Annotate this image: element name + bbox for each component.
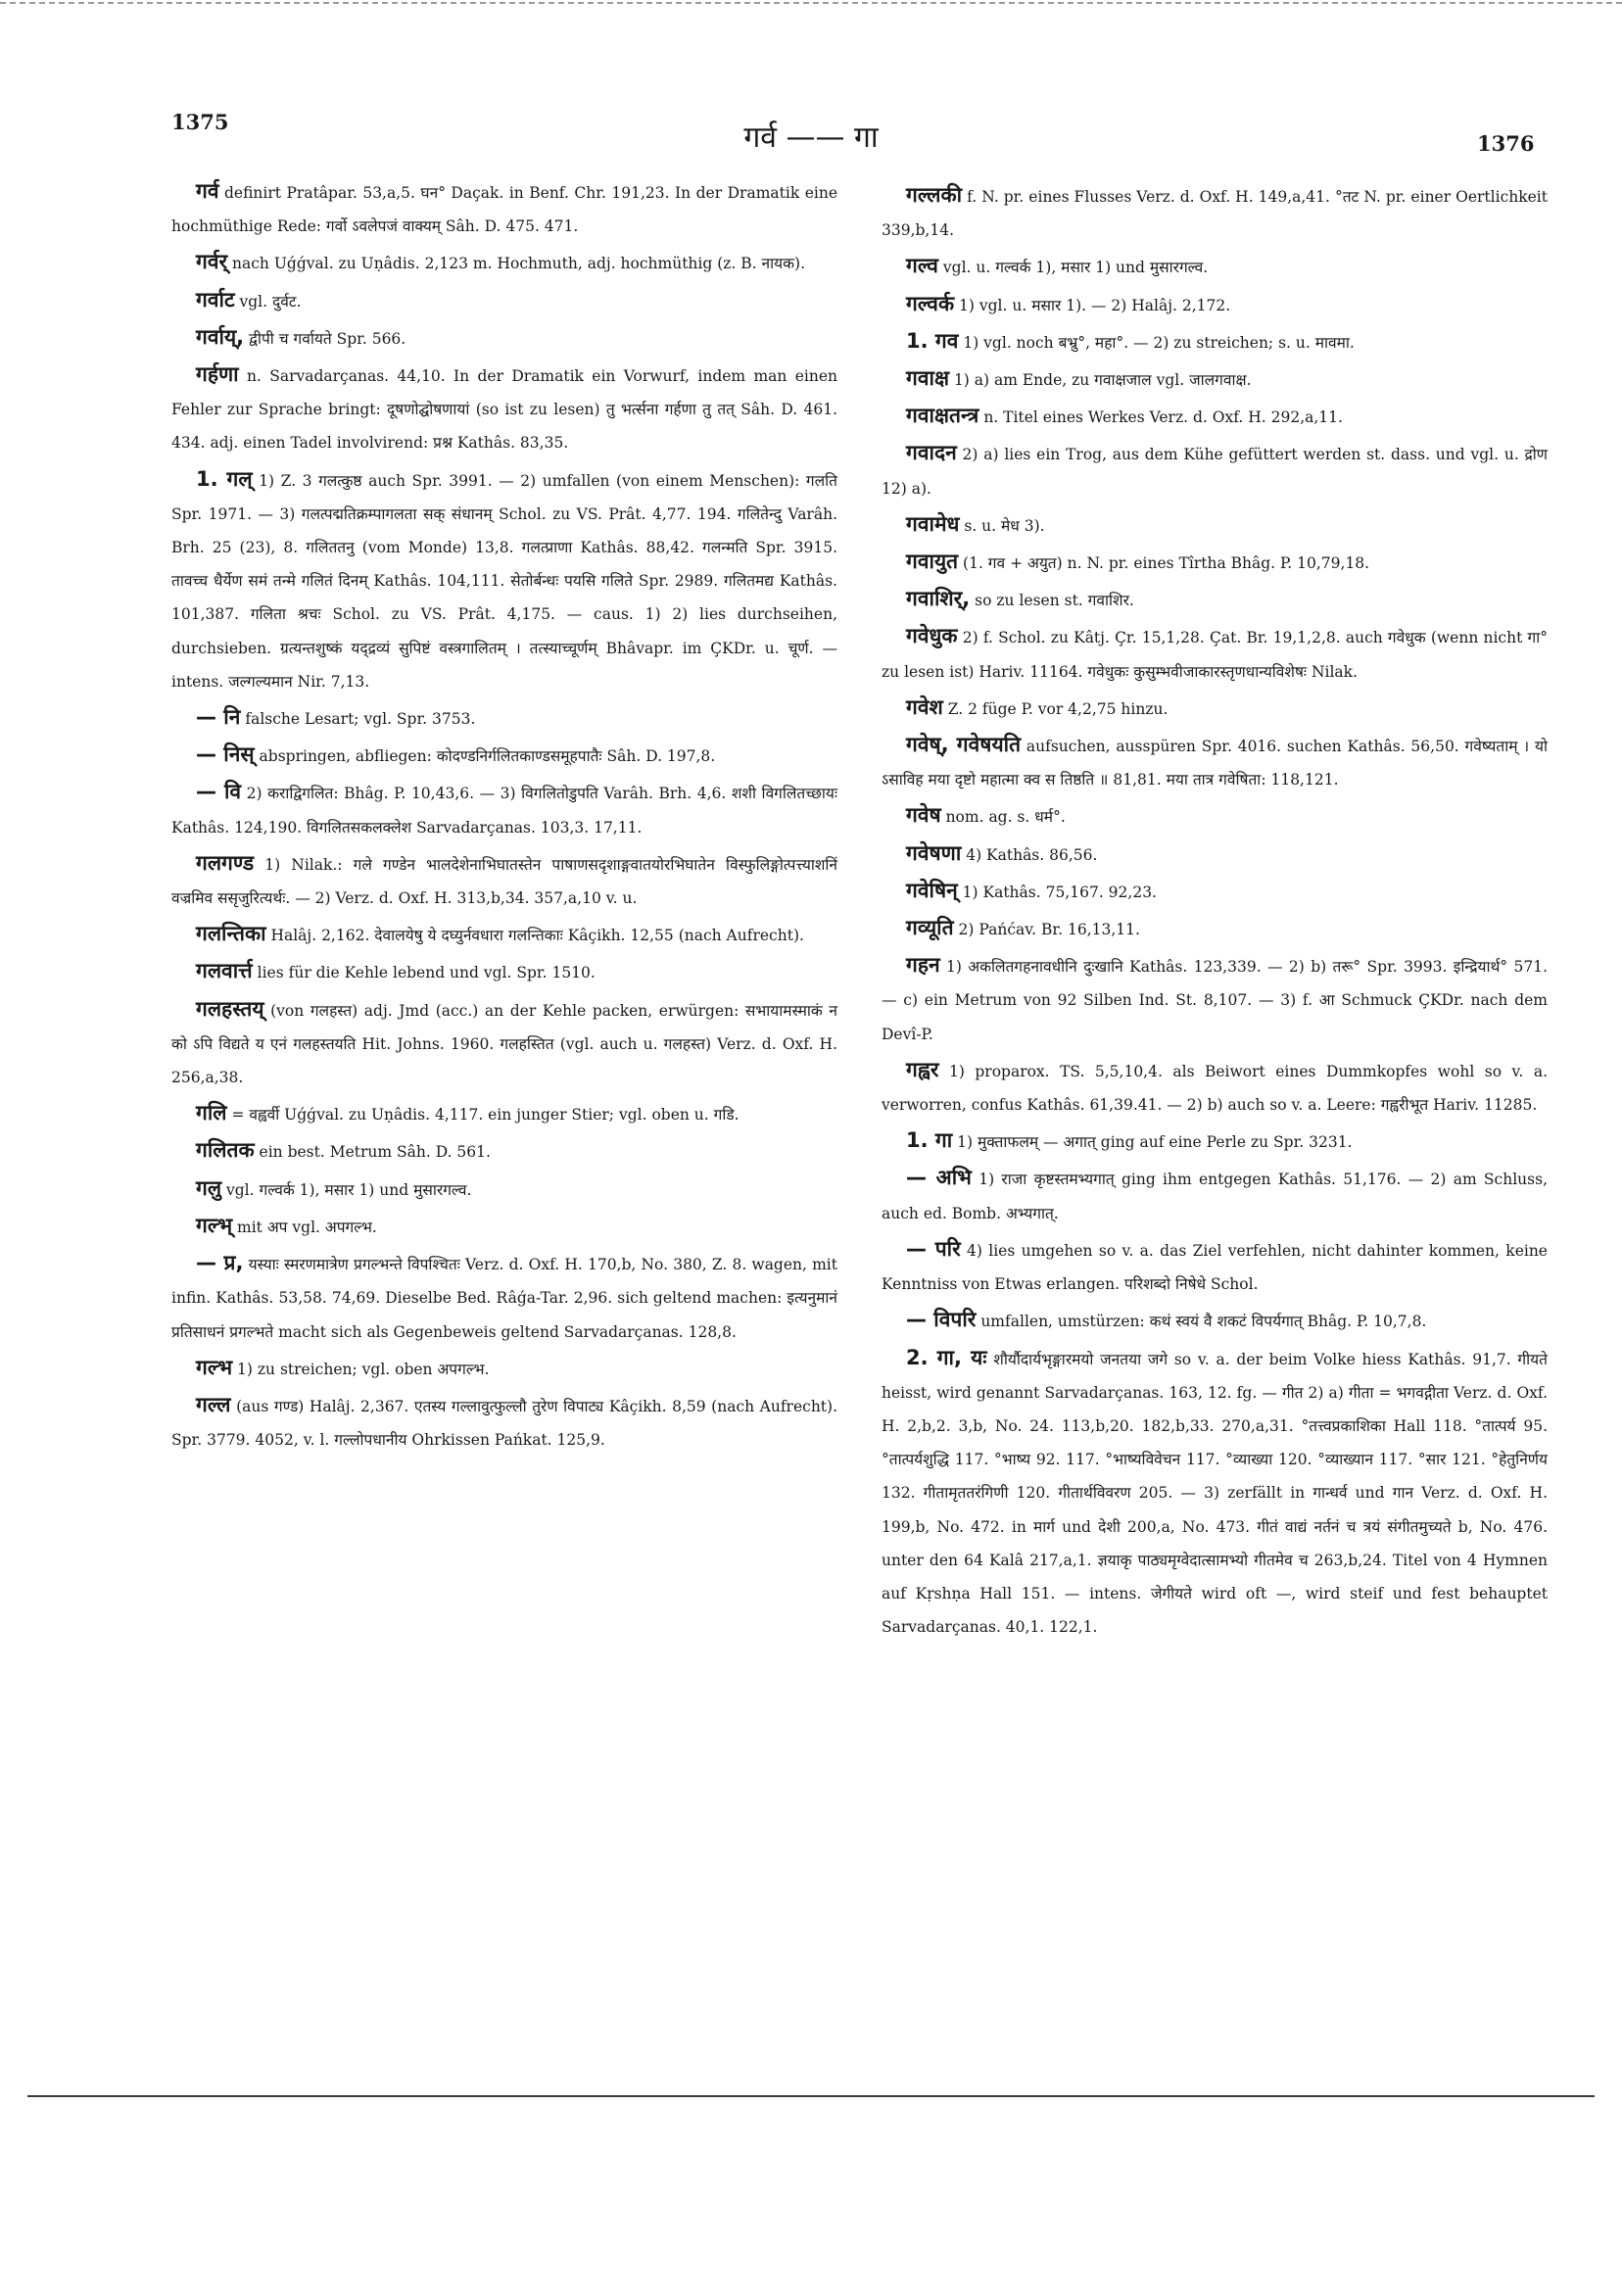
entry-text: 1) राजा कृष्टस्तमभ्यगात् ging ihm entgegen Kathâs. 51,176. — 2) am Schluss, auch ed. Bomb. अभ्यगात्. (882, 1171, 1548, 1222)
entry-text: n. Titel eines Werkes Verz. d. Oxf. H. 292,a,11. (983, 408, 1343, 427)
dictionary-entry (882, 798, 1548, 834)
dictionary-entry (882, 399, 1548, 434)
entry-text: 2) कराद्विगलित: Bhâg. P. 10,43,6. — 3) विगलितोडुपति Varâh. Brh. 4,6. शशी विगलितच्छायः Kathâs. 124,190. विगलितसकलक्लेश Sarvadarçanas. 103,3. 17,11. (171, 785, 837, 837)
entry-headword: गवायुत (906, 550, 959, 574)
entry-text: nom. ag. s. धर्म°. (945, 808, 1066, 827)
entry-text: 1) a) am Ende, zu गवाक्षजाल vgl. जालगवाक्ष. (953, 371, 1252, 390)
entry-text: vgl. u. गल्वर्क 1), मसार 1) und मुसारगल्व. (942, 259, 1209, 277)
entry-headword: गर्वाट (196, 287, 235, 311)
dictionary-entry (882, 837, 1548, 872)
entry-text: abspringen, abfliegen: कोदण्डनिर्गलितकाण्डसमूहपातैः Sâh. D. 197,8. (259, 747, 716, 766)
entry-headword: गलितक (196, 1138, 255, 1163)
dictionary-entry (882, 249, 1548, 284)
entry-text: Halâj. 2,162. देवालयेषु ये दघ्युर्नवधारा गलन्तिकाः Kâçikh. 12,55 (nach Aufrecht). (270, 927, 804, 945)
dictionary-entry (882, 1232, 1548, 1301)
dictionary-entry (171, 1133, 837, 1169)
entry-text: n. Sarvadarçanas. 44,10. In der Dramatik ein Vorwurf, indem man einen Fehler zur Sprache bringt: दूषणोद्घोषणायां (so ist zu lesen) तु भर्त्सना गर्हणा तु तत् Sâh. D. 461. 434. adj. einen Tadel involvirend: प्रश्न Kathâs. 83,35. (171, 367, 837, 453)
dictionary-entry (171, 1096, 837, 1131)
dictionary-entry (171, 992, 837, 1095)
entry-text: (1. गव + अयुत) n. N. pr. eines Tîrtha Bhâg. P. 10,79,18. (963, 554, 1370, 573)
dictionary-entry (171, 775, 837, 843)
dictionary-entry (882, 1161, 1548, 1229)
entry-headword: — विपरि (906, 1308, 977, 1332)
page-number-right: 1376 (1477, 131, 1535, 156)
dictionary-entry (882, 911, 1548, 946)
entry-headword: गवाशिर्, (906, 587, 971, 611)
entry-text: s. u. मेध 3). (964, 516, 1045, 535)
right-column (882, 178, 1548, 1646)
entry-text: Z. 2 füge P. vor 4,2,75 hinzu. (947, 699, 1169, 718)
entry-headword: गवेष (906, 803, 941, 828)
entry-text: 1) अकलितगहनावधीनि दुःखानि Kathâs. 123,339. — 2) b) तरू° Spr. 3993. इन्द्रियार्थ° 571. — c) ein Metrum von 92 Silben Ind. St. 8,107. — 3) f. आ Schmuck ÇKDr. nach dem Devî-P. (882, 958, 1548, 1043)
entry-headword: गल्भ् (196, 1213, 233, 1237)
dictionary-entry (882, 324, 1548, 359)
entry-headword: गल्वर्क (906, 291, 955, 315)
entry-headword: गहन (906, 953, 940, 978)
dictionary-entry (171, 283, 837, 318)
entry-text: 1) Z. 3 गलत्कुष्ठ auch Spr. 3991. — 2) umfallen (von einem Menschen): गलति Spr. 1971. — 3) गलत्पद्मतिक्रम्पागलता सक् संधानम् Schol. zu VS. Prât. 4,77. 194. गलितेन्दु Varâh. Brh. 25 (23), 8. गलिततनु (vom Monde) 13,8. गलत्प्राणा Kathâs. 88,42. गलन्मति Spr. 3915. तावच्च धैर्येण समं तन्मे गलितं दिनम् Kathâs. 104,111. सेतोर्बन्धः पयसि गलिते Spr. 2989. गलितमद्य Kathâs. 101,387. गलिता श्रचः Schol. zu VS. Prât. 4,175. — caus. 1) 2) lies durchseihen, durchsieben. ग्रत्यन्तशुष्कं यद्द्रव्यं सुपिष्टं वस्त्रगालितम् । तत्स्याच्चूर्णम् Bhâvapr. im ÇKDr. u. चूर्ण. — intens. जल्गल्यमान Nir. 7,13. (171, 471, 838, 691)
left-column (171, 174, 837, 1459)
entry-text: umfallen, umstürzen: कथं स्वयं वै शकटं विपर्यगात् Bhâg. P. 10,7,8. (980, 1313, 1427, 1331)
dictionary-entry (171, 320, 837, 356)
entry-headword: — निस् (196, 742, 255, 767)
entry-text: 1) मुक्ताफलम् — अगात् ging auf eine Perle zu Spr. 3231. (957, 1133, 1353, 1152)
entry-headword: गर्वर् (196, 250, 228, 274)
entry-text: 4) Kathâs. 86,56. (966, 845, 1098, 864)
entry-headword: गह्वर (906, 1057, 939, 1081)
entry-text: nach Uǵǵval. zu Uṇâdis. 2,123 m. Hochmuth, adj. hochmüthig (z. B. नायक). (232, 255, 806, 273)
dictionary-entry (882, 361, 1548, 397)
dictionary-entry (882, 287, 1548, 322)
entry-headword: — अभि (906, 1166, 972, 1190)
entry-headword: गर्वाय्, (196, 324, 245, 349)
entry-text: aufsuchen, ausspüren Spr. 4016. suchen Kathâs. 56,50. गवेष्यताम् । यो ऽसाविह मया दृष्टो महात्मा क्व स तिष्ठति ॥ 81,81. मया तात्र गवेषिता: 118,121. (882, 738, 1548, 789)
entry-headword: गलि (196, 1101, 227, 1125)
entry-text: 1) vgl. noch बभ्रु°, महा°. — 2) zu streichen; s. u. मावमा. (963, 333, 1355, 352)
entry-text: 2) f. Schol. zu Kâtj. Çr. 15,1,28. Çat. Br. 19,1,2,8. auch गवेधुक (wenn nicht गा° zu lesen ist) Hariv. 11164. गवेधुकः कुसुम्भवीजाकारस्तृणधान्यविशेषः Nilak. (882, 629, 1548, 681)
running-header-title: गर्व —— गा (743, 120, 879, 155)
dictionary-entry (882, 178, 1548, 247)
entry-text: शौर्यौदार्यभृङ्गारमयो जनतया जगे so v. a. der beim Volke hiess Kathâs. 91,7. गीयते heisst, wird genannt Sarvadarçanas. 163, 12. fg. — गीत 2) a) गीता = भगवद्गीता Verz. d. Oxf. H. 2,b,2. 3,b, No. 24. 113,b,20. 182,b,33. 270,a,31. °तत्त्वप्रकाशिका Hall 118. °तात्पर्य 95. °तात्पर्यशुद्धि 117. °भाष्य 92. 117. °भाष्यविवेचन 117. °व्याख्या 120. °व्याख्यान 117. °सार 121. °हेतुनिर्णय 132. गीतामृततरंगिणी 120. गीतार्थविवरण 205. — 3) zerfällt in गान्धर्व und गान Verz. d. Oxf. H. 199,b, No. 472. in मार्ग und देशी 200,a, No. 473. गीतं वाद्यं नर्तनं च त्रयं संगीतमुच्यते b, No. 476. unter den 64 Kalâ 217,a,1. ज्ञयाकृ पाठ्यमृग्वेदात्सामभ्यो गीतमेव च 263,b,24. Titel von 4 Hymnen auf Kṛshṇa Hall 151. — intens. जेगीयते wird oft —, wird steif und fest behauptet Sarvadarçanas. 40,1. 122,1. (882, 1350, 1548, 1637)
entry-text: 4) lies umgehen so v. a. das Ziel verfehlen, nicht dahinter kommen, keine Kenntniss von Etwas erlangen. परिशब्दो निषेधे Schol. (882, 1241, 1548, 1294)
entry-headword: 1. गा (906, 1128, 953, 1153)
entry-headword: गवेष्, गवेषयति (906, 733, 1022, 757)
entry-headword: 1. गव (906, 328, 959, 353)
entry-text: f. N. pr. eines Flusses Verz. d. Oxf. H. 149,a,41. °तट N. pr. einer Oertlichkeit 339,b,14. (882, 188, 1548, 240)
entry-headword: गल्व (906, 254, 938, 278)
entry-headword: 2. गा, यः (906, 1345, 987, 1369)
entry-headword: गवेधुक (906, 624, 958, 648)
dictionary-entry (171, 358, 837, 460)
top-dashed-rule (0, 2, 1622, 4)
entry-headword: गवेषिन् (906, 878, 958, 902)
entry-text: ein best. Metrum Sâh. D. 561. (259, 1143, 491, 1162)
entry-text: द्वीपी च गर्वायते Spr. 566. (249, 329, 406, 348)
dictionary-entry (171, 1388, 837, 1457)
entry-text: 1) proparox. TS. 5,5,10,4. als Beiwort eines Dummkopfes wohl so v. a. verworren, confus Kathâs. 61,39.41. — 2) b) auch so v. a. Leere: गह्वरीभूत Hariv. 11285. (882, 1062, 1548, 1115)
entry-headword: गलहस्तय् (196, 996, 264, 1021)
entry-headword: गलु (196, 1175, 222, 1200)
dictionary-entry (171, 846, 837, 915)
dictionary-entry (882, 1303, 1548, 1338)
dictionary-entry (882, 1124, 1548, 1159)
entry-headword: गव्यूति (906, 916, 954, 940)
entry-text: 1) Kathâs. 75,167. 92,23. (962, 883, 1157, 901)
entry-headword: गवाक्ष (906, 366, 949, 391)
entry-text: 2) a) lies ein Trog, aus dem Kühe gefüttert werden st. dass. und vgl. u. द्रोण 12) a). (882, 446, 1548, 498)
entry-headword: गवेषणा (906, 840, 962, 865)
entry-headword: — परि (906, 1236, 961, 1261)
dictionary-entry (882, 691, 1548, 726)
dictionary-entry (882, 1053, 1548, 1122)
entry-text: 2) Pańćav. Br. 16,13,11. (958, 921, 1140, 939)
entry-headword: — वि (196, 780, 242, 804)
dictionary-entry (882, 1341, 1548, 1645)
entry-headword: गलगण्ड (196, 850, 255, 875)
entry-headword: गलन्तिका (196, 922, 266, 946)
entry-text: falsche Lesart; vgl. Spr. 3753. (245, 710, 476, 729)
bottom-rule (27, 2095, 1595, 2097)
dictionary-entry (171, 917, 837, 952)
dictionary-entry (171, 174, 837, 243)
entry-text: 1) zu streichen; vgl. oben अपगल्भ. (237, 1360, 490, 1378)
dictionary-entry (882, 728, 1548, 796)
entry-headword: — प्र, (196, 1251, 244, 1275)
entry-text: (von गलहस्त) adj. Jmd (acc.) an der Kehle packen, erwürgen: सभायामस्माकं न को ऽपि विद्यते य एनं गलहस्तयति Hit. Johns. 1960. गलहस्तित (vgl. auch u. गलहस्त) Verz. d. Oxf. H. 256,a,38. (171, 1001, 837, 1087)
dictionary-entry (171, 700, 837, 736)
dictionary-entry (882, 874, 1548, 909)
entry-headword: 1. गल् (196, 466, 253, 491)
entry-headword: गवामेध (906, 511, 960, 536)
entry-text: lies für die Kehle lebend und vgl. Spr. 1510. (257, 964, 596, 982)
entry-text: (aus गण्ड) Halâj. 2,367. एतस्य गल्लावुत्फुल्लौ तुरेण विपाट्य Kâçikh. 8,59 (nach Aufrecht). Spr. 3779. 4052, v. l. गल्लोपधानीय Ohrkissen Pańkat. 125,9. (171, 1397, 838, 1450)
entry-headword: गर्व (196, 179, 219, 203)
entry-text: vgl. गल्वर्क 1), मसार 1) und मुसारगल्व. (226, 1180, 472, 1199)
dictionary-entry (171, 1209, 837, 1244)
entry-headword: गल्ल (196, 1392, 231, 1416)
entry-headword: — नि (196, 705, 241, 730)
entry-text: 1) Nilak.: गले गण्डेन भालदेशेनाभिघातस्तेन पाषाणसदृशाङ्गवातयोरभिघातेन विस्फुलिङ्गोत्पत्त्याशनिं वज्रमिव ससृजुरित्यर्थः. — 2) Verz. d. Oxf. H. 313,b,34. 357,a,10 v. u. (171, 855, 837, 908)
dictionary-entry (882, 545, 1548, 580)
page-number-left: 1375 (171, 110, 229, 134)
entry-headword: गवाक्षतन्त्र (906, 404, 979, 428)
dictionary-entry (882, 582, 1548, 617)
entry-text: definirt Pratâpar. 53,a,5. घन° Daçak. in Benf. Chr. 191,23. In der Dramatik eine hochmüthige Rede: गर्वो ऽवलेपजं वाक्यम् Sâh. D. 475. 471. (171, 184, 837, 236)
dictionary-entry (171, 462, 837, 698)
dictionary-entry (882, 507, 1548, 543)
entry-headword: गलवार्त्त (196, 959, 253, 983)
entry-text: = वह्वर्वी Uǵǵval. zu Uṇâdis. 4,117. ein junger Stier; vgl. oben u. गडि. (231, 1106, 739, 1124)
dictionary-entry (882, 619, 1548, 688)
entry-text: यस्याः स्मरणमात्रेण प्रगल्भन्ते विपश्चितः Verz. d. Oxf. H. 170,b, No. 380, Z. 8. wagen, mit infin. Kathâs. 53,58. 74,69. Dieselbe Bed. Râǵa-Tar. 2,96. sich geltend machen: इत्यनुमानं प्रतिसाधनं प्रगल्भते macht sich als Gegenbeweis geltend Sarvadarçanas. 128,8. (171, 1256, 837, 1341)
dictionary-entry (882, 948, 1548, 1051)
entry-text: mit अप vgl. अपगल्भ. (237, 1218, 377, 1236)
dictionary-entry (171, 1351, 837, 1386)
dictionary-entry (171, 738, 837, 773)
dictionary-entry (171, 245, 837, 280)
entry-headword: गल्भ (196, 1355, 233, 1379)
entry-text: 1) vgl. u. मसार 1). — 2) Halâj. 2,172. (959, 296, 1231, 314)
dictionary-entry (171, 1172, 837, 1207)
dictionary-entry (171, 954, 837, 989)
entry-headword: गर्हणा (196, 362, 239, 387)
entry-headword: गल्लकी (906, 183, 963, 207)
entry-text: vgl. दुर्वट. (239, 292, 302, 311)
dictionary-entry (882, 436, 1548, 504)
entry-text: so zu lesen st. गवाशिर. (975, 592, 1134, 610)
entry-headword: गवेश (906, 694, 943, 719)
entry-headword: गवादन (906, 441, 957, 465)
dictionary-entry (171, 1246, 837, 1349)
